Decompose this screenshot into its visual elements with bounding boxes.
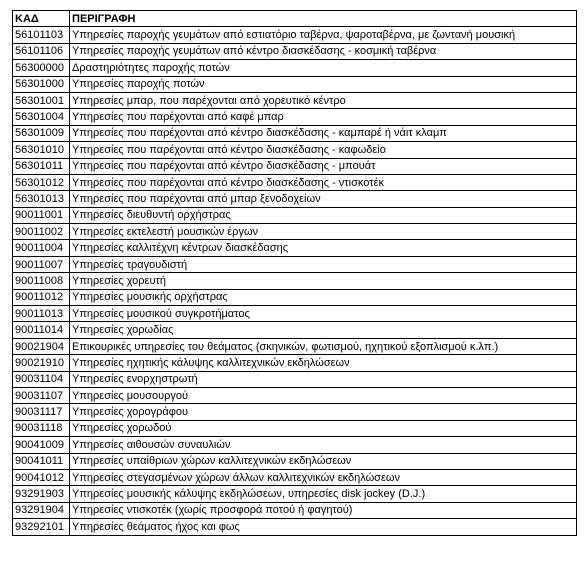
cell-description: Υπηρεσίες ενορχηστρωτή (70, 371, 577, 387)
table-row (13, 92, 577, 108)
cell-description: Υπηρεσίες που παρέχονται από καφέ μπαρ (70, 109, 577, 125)
kad-table (12, 10, 577, 536)
table-row (13, 306, 577, 322)
table-row (13, 420, 577, 436)
table-row (13, 322, 577, 338)
table-row (13, 519, 577, 535)
cell-code: 90041012 (13, 469, 70, 485)
cell-description: Υπηρεσίες που παρέχονται από κέντρο διασκέδασης - καμπαρέ ή νάιτ κλαμπ (70, 125, 577, 141)
cell-code: 90031104 (13, 371, 70, 387)
cell-description: Υπηρεσίες που παρέχονται από κέντρο διασκέδασης - ντισκοτέκ (70, 174, 577, 190)
table-row (13, 27, 577, 43)
table-row (13, 207, 577, 223)
table-row (13, 289, 577, 305)
cell-code: 93291904 (13, 502, 70, 518)
table-row (13, 125, 577, 141)
table-row (13, 371, 577, 387)
cell-description: Υπηρεσίες μπαρ, που παρέχονται από χορευτικό κέντρο (70, 92, 577, 108)
cell-description: Υπηρεσίες μουσικής κάλυψης εκδηλώσεων, υπηρεσίες disk jockey (D.J.) (70, 486, 577, 502)
cell-description: Υπηρεσίες που παρέχονται από κέντρο διασκέδασης - μπουάτ (70, 158, 577, 174)
cell-description: Υπηρεσίες εκτελεστή μουσικών έργων (70, 224, 577, 240)
cell-code: 90031118 (13, 420, 70, 436)
cell-description: Υπηρεσίες παροχής ποτών (70, 76, 577, 92)
cell-code: 90041011 (13, 453, 70, 469)
cell-code: 56301012 (13, 174, 70, 190)
table-row (13, 60, 577, 76)
header-row (13, 11, 577, 27)
table-row (13, 387, 577, 403)
table-row (13, 469, 577, 485)
cell-code: 90021904 (13, 338, 70, 354)
cell-code: 90011012 (13, 289, 70, 305)
cell-code: 56301013 (13, 191, 70, 207)
cell-description: Υπηρεσίες μουσουργού (70, 387, 577, 403)
cell-description: Υπηρεσίες στεγασμένων χώρων άλλων καλλιτεχνικών εκδηλώσεων (70, 469, 577, 485)
cell-description: Υπηρεσίες χορευτή (70, 273, 577, 289)
header-code: ΚΑΔ (13, 11, 70, 27)
cell-description: Υπηρεσίες χορογράφου (70, 404, 577, 420)
table-row (13, 174, 577, 190)
cell-description: Υπηρεσίες μουσικού συγκροτήματος (70, 306, 577, 322)
cell-code: 90011001 (13, 207, 70, 223)
cell-code: 56301004 (13, 109, 70, 125)
table-row (13, 486, 577, 502)
table-row (13, 158, 577, 174)
cell-code: 93291903 (13, 486, 70, 502)
table-row (13, 453, 577, 469)
cell-description: Υπηρεσίες καλλιτέχνη κέντρων διασκέδασης (70, 240, 577, 256)
cell-description: Υπηρεσίες παροχής γευμάτων από εστιατόριο ταβέρνα, ψαροταβέρνα, με ζωντανή μουσική (70, 27, 577, 43)
cell-description: Υπηρεσίες που παρέχονται από κέντρο διασκέδασης - καφωδείο (70, 142, 577, 158)
cell-code: 56101106 (13, 43, 70, 59)
cell-code: 90011007 (13, 256, 70, 272)
cell-code: 90011002 (13, 224, 70, 240)
cell-description: Υπηρεσίες χορωδού (70, 420, 577, 436)
cell-code: 56301000 (13, 76, 70, 92)
table-row (13, 338, 577, 354)
cell-code: 56101103 (13, 27, 70, 43)
header-description: ΠΕΡΙΓΡΑΦΗ (70, 11, 577, 27)
table-row (13, 109, 577, 125)
table-row (13, 240, 577, 256)
cell-code: 90031107 (13, 387, 70, 403)
cell-code: 56301010 (13, 142, 70, 158)
table-row (13, 256, 577, 272)
cell-code: 56300000 (13, 60, 70, 76)
table-row (13, 355, 577, 371)
table-body (13, 27, 577, 535)
cell-description: Υπηρεσίες τραγουδιστή (70, 256, 577, 272)
cell-code: 90041009 (13, 437, 70, 453)
table-row (13, 437, 577, 453)
table-row (13, 76, 577, 92)
cell-code: 56301001 (13, 92, 70, 108)
table-row (13, 43, 577, 59)
table-row (13, 273, 577, 289)
cell-code: 90011013 (13, 306, 70, 322)
kad-table-container (12, 10, 576, 536)
cell-code: 93292101 (13, 519, 70, 535)
cell-description: Υπηρεσίες που παρέχονται από μπαρ ξενοδοχείων (70, 191, 577, 207)
cell-code: 90011004 (13, 240, 70, 256)
cell-description: Υπηρεσίες διευθυντή ορχήστρας (70, 207, 577, 223)
cell-description: Δραστηριότητες παροχής ποτών (70, 60, 577, 76)
cell-description: Υπηρεσίες ηχητικής κάλυψης καλλιτεχνικών εκδηλώσεων (70, 355, 577, 371)
cell-description: Υπηρεσίες παροχής γευμάτων από κέντρο διασκέδασης - κοσμική ταβέρνα (70, 43, 577, 59)
cell-description: Επικουρικές υπηρεσίες του θεάματος (σκηνικών, φωτισμού, ηχητικού εξοπλισμού κ.λπ.) (70, 338, 577, 354)
cell-description: Υπηρεσίες θεάματος ήχος και φως (70, 519, 577, 535)
table-row (13, 191, 577, 207)
cell-code: 90011014 (13, 322, 70, 338)
cell-description: Υπηρεσίες υπαίθριων χώρων καλλιτεχνικών εκδηλώσεων (70, 453, 577, 469)
table-row (13, 404, 577, 420)
cell-code: 90031117 (13, 404, 70, 420)
cell-code: 90021910 (13, 355, 70, 371)
table-header (13, 11, 577, 27)
cell-code: 56301011 (13, 158, 70, 174)
cell-description: Υπηρεσίες αιθουσών συναυλιών (70, 437, 577, 453)
table-row (13, 224, 577, 240)
table-row (13, 142, 577, 158)
cell-code: 90011008 (13, 273, 70, 289)
cell-description: Υπηρεσίες μουσικής ορχήστρας (70, 289, 577, 305)
cell-code: 56301009 (13, 125, 70, 141)
cell-description: Υπηρεσίες ντισκοτέκ (χωρίς προσφορά ποτού ή φαγητού) (70, 502, 577, 518)
cell-description: Υπηρεσίες χορωδίας (70, 322, 577, 338)
table-row (13, 502, 577, 518)
